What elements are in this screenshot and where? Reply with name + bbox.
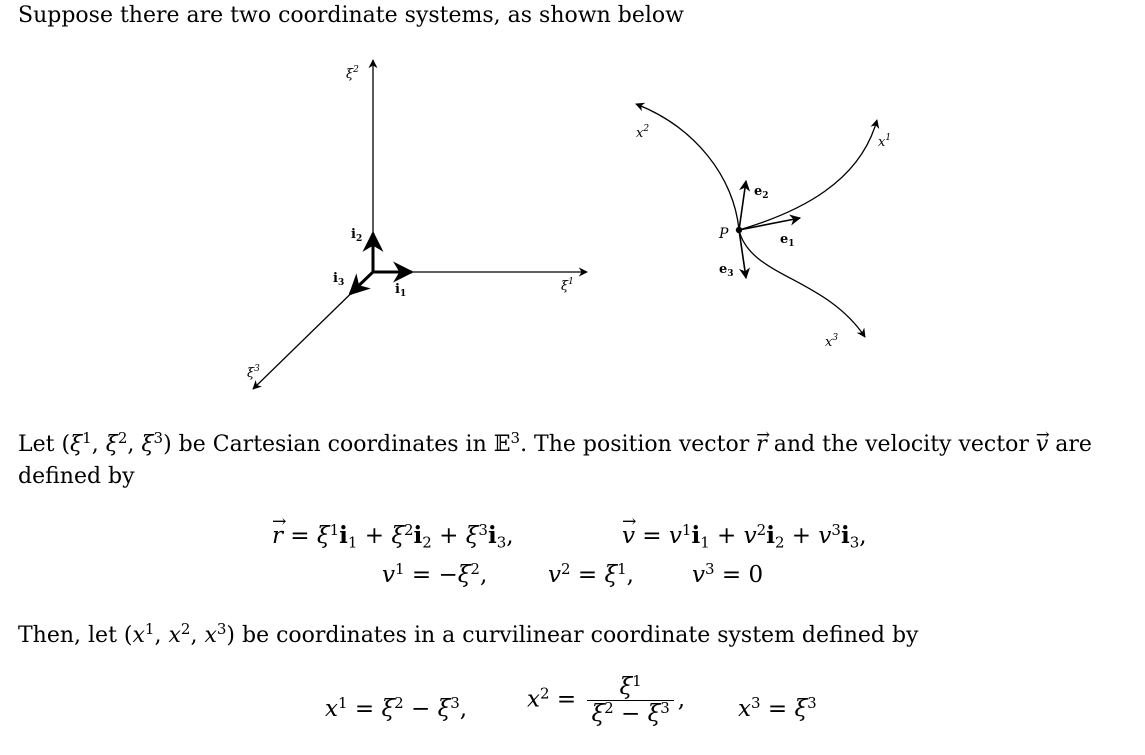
v1-equation: $v^1 = -\xi^2$, (382, 559, 488, 588)
cartesian-coordinate-diagram (220, 52, 620, 402)
x1-equation: $x^1 = \xi^2 - \xi^3$, (325, 693, 468, 722)
xi1-label: $\xi^1$ (561, 277, 574, 294)
intro-text: Suppose there are two coordinate systems, as shown below (18, 3, 684, 28)
xi2-label: $\xi^2$ (346, 65, 359, 82)
velocity-vector-equation: v → = $v^1i_1 + v^2i_2 + v^3i_3$, (622, 522, 867, 549)
i1-label: $i_1$ (395, 282, 407, 299)
x2-label: $x^2$ (636, 124, 650, 141)
e3-vector (739, 230, 746, 278)
position-vector-equation: r → = $\xi^1i_1 + \xi^2i_2 + \xi^3i_3$, (272, 522, 514, 549)
point-p-label: P (719, 226, 729, 242)
e3-label: $e_3$ (719, 262, 734, 279)
curvilinear-coordinate-diagram (610, 92, 910, 362)
i2-label: $i_2$ (351, 227, 363, 244)
cartesian-paragraph: Let ($\xi^1$, $\xi^2$, $\xi^3$) be Cartesian coordinates in 𝔼$^3$. The position vector r → and the velocity vector v → are defined by (18, 429, 1130, 493)
e1-label: $e_1$ (780, 232, 795, 249)
point-p (736, 227, 742, 233)
x1-label: $x^1$ (878, 133, 892, 150)
v3-equation: $v^3 = 0$ (692, 559, 764, 588)
x3-label: $x^3$ (825, 333, 839, 350)
x1-curve (739, 120, 877, 230)
v2-equation: $v^2 = \xi^1$, (548, 559, 634, 588)
i3-vector (350, 271, 374, 294)
x3-curve (739, 230, 865, 337)
curvilinear-paragraph: Then, let ($x^1$, $x^2$, $x^3$) be coordinates in a curvilinear coordinate system defined by (18, 619, 919, 648)
x2-equation: $x^2$ = $\frac{\xi^1}{\xi^2 - \xi^3}$ , (527, 671, 686, 727)
x3-equation: $x^3 = \xi^3$ (738, 693, 817, 722)
xi3-label: $\xi^3$ (247, 364, 260, 381)
e2-vector (739, 181, 746, 230)
e2-label: $e_2$ (754, 184, 769, 201)
x2-curve (636, 104, 739, 230)
i3-label: $i_3$ (333, 271, 345, 288)
